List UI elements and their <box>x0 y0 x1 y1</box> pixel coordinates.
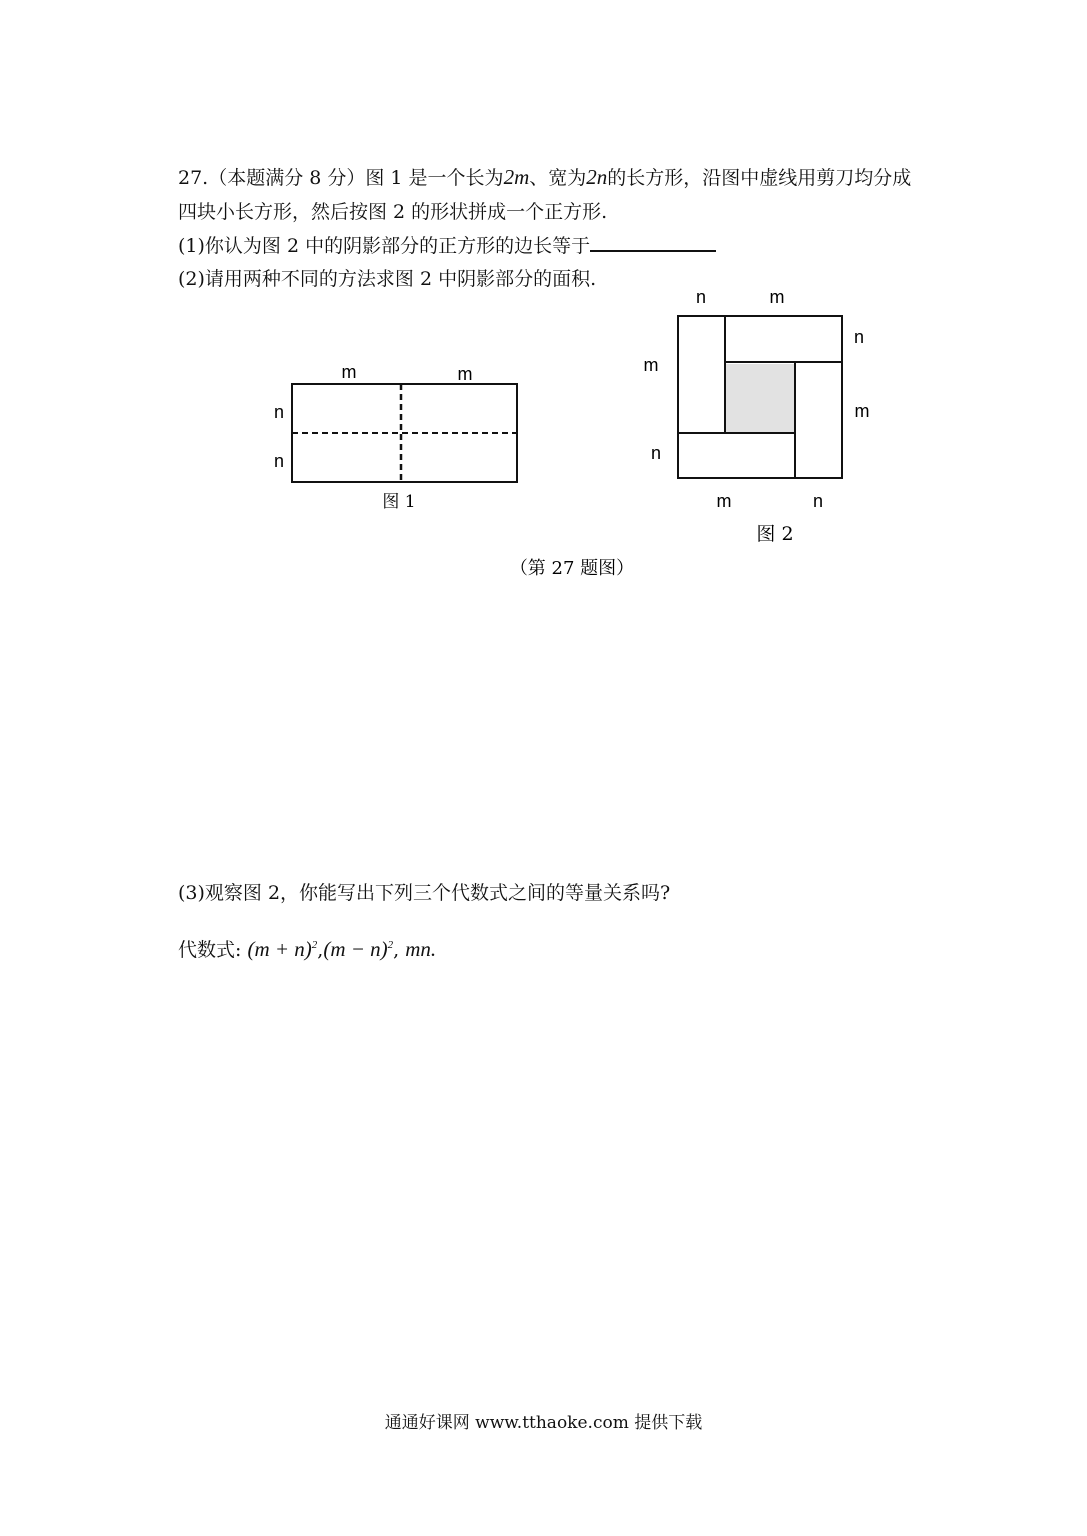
figure2-caption: 图 2 <box>756 523 794 545</box>
problem-line-1: 27.（本题满分 8 分）图 1 是一个长为2m、宽为2n的长方形，沿图中虚线用剪刀均分成 <box>178 165 912 189</box>
figures <box>0 280 1087 600</box>
algebra-expressions: 代数式: $(m + n)^2,(m - n)^2$, mn. <box>178 937 437 961</box>
expression-difference-squared: $(m - n)^2$ <box>323 937 394 961</box>
figure1-label-m-right: m <box>457 364 473 384</box>
figure-2 <box>644 287 870 545</box>
figure2-label-bottom-m: m <box>716 491 732 511</box>
figure2-label-bottom-n: n <box>812 491 824 511</box>
figure2-shaded-square <box>725 364 795 433</box>
figure-group-caption: （第 27 题图） <box>509 558 635 579</box>
figure2-label-left-m: m <box>643 355 659 375</box>
problem-line-2: 四块小长方形，然后按图 2 的形状拼成一个正方形. <box>178 201 608 223</box>
figure2-label-right-m: m <box>854 401 870 421</box>
figure1-label-m-left: m <box>341 362 357 382</box>
figure1-label-n-top: n <box>273 402 285 422</box>
question-1: (1)你认为图 2 中的阴影部分的正方形的边长等于 <box>178 232 716 259</box>
figure2-label-top-m: m <box>769 287 785 307</box>
figure1-label-n-bottom: n <box>273 451 285 471</box>
answer-blank[interactable] <box>590 232 716 252</box>
algebra-label: 代数式: <box>178 939 242 961</box>
length-expression: 2m <box>503 165 530 189</box>
expression-sum-squared: $(m + n)^2$ <box>247 937 318 961</box>
expression-product: mn. <box>405 937 437 961</box>
figure1-caption: 图 1 <box>382 492 416 512</box>
figure2-label-top-n: n <box>695 287 707 307</box>
page-footer: 通通好课网 www.tthaoke.com 提供下载 <box>384 1413 703 1433</box>
figure2-label-left-n: n <box>650 443 662 463</box>
figure-1 <box>274 362 517 512</box>
question-3: (3)观察图 2，你能写出下列三个代数式之间的等量关系吗? <box>178 882 671 904</box>
width-expression: 2n <box>586 165 608 189</box>
question-2: (2)请用两种不同的方法求图 2 中阴影部分的面积. <box>178 268 597 290</box>
figure2-label-right-n: n <box>853 327 865 347</box>
